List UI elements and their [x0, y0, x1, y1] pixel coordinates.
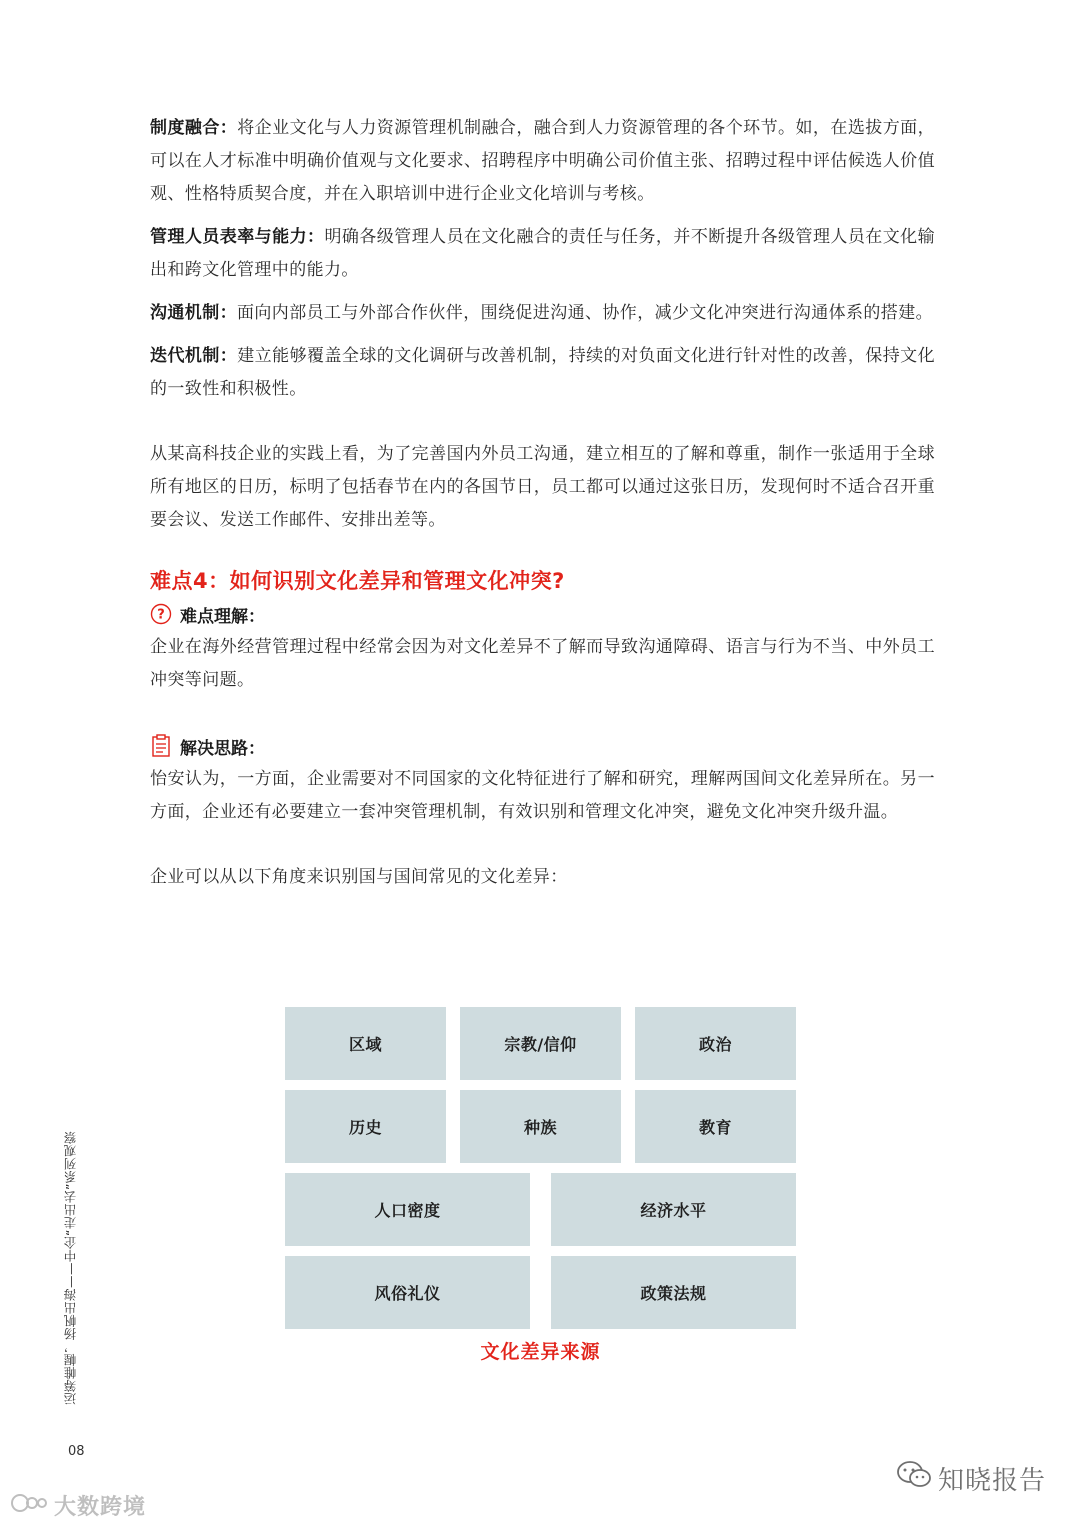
diagram-cell-religion: 宗教/信仰 [460, 1007, 621, 1080]
understanding-text: 企业在海外经营管理过程中经常会因为对文化差异不了解而导致沟通障碍、语言与行为不当、中外员工冲突等问题。 [150, 637, 935, 690]
diagram-cell-policy: 政策法规 [551, 1256, 796, 1329]
understanding-label: 难点理解： [180, 606, 265, 627]
para-label: 沟通机制： [150, 303, 237, 323]
section-title: 难点4：如何识别文化差异和管理文化冲突? [150, 569, 565, 593]
diagram-row [285, 1173, 796, 1246]
svg-text:?: ? [157, 607, 165, 623]
diagram-row [285, 1090, 796, 1163]
question-circle-icon [150, 603, 172, 625]
diagram-cell-history: 历史 [285, 1090, 446, 1163]
diagram-cell-population-density: 人口密度 [285, 1173, 530, 1246]
paragraph-manager-role [150, 221, 935, 287]
diagram-caption: 文化差异来源 [480, 1341, 601, 1363]
para-label: 制度融合： [150, 118, 238, 138]
paragraph-case-study: 从某高科技企业的实践上看，为了完善国内外员工沟通，建立相互的了解和尊重，制作一张适用于全球所有地区的日历，标明了包括春节在内的各国节日，员工都可以通过这张日历，发现何时不适合召开重要会议、发送工作邮件、安排出差等。 [150, 444, 935, 530]
diagram-cell-region: 区域 [285, 1007, 446, 1080]
wechat-icon [896, 1460, 932, 1497]
watermark-left-text: 大数跨境 [54, 1495, 147, 1520]
diagram-cell-education: 教育 [635, 1090, 796, 1163]
diagram-cell-ethnicity: 种族 [460, 1090, 621, 1163]
para-text: 面向内部员工与外部合作伙伴，围绕促进沟通、协作，减少文化冲突进行沟通体系的搭建。 [237, 303, 933, 323]
understanding-heading [150, 597, 935, 631]
para-text: 将企业文化与人力资源管理机制融合，融合到人力资源管理的各个环节。如，在选拔方面，可以在人才标准中明确价值观与文化要求、招聘程序中明确公司价值主张、招聘过程中评估候选人价值观、性格特质契合度，并在入职培训中进行企业文化培训与考核。 [150, 118, 936, 204]
para-label: 迭代机制： [150, 346, 238, 366]
culture-difference-diagram [285, 1007, 796, 1339]
solution-heading [150, 729, 935, 763]
main-content [150, 112, 935, 894]
paragraph-iteration [150, 340, 935, 406]
solution-label: 解决思路： [180, 738, 265, 759]
watermark-right-text: 知晓报告 [938, 1466, 1047, 1496]
clipboard-icon [150, 735, 172, 757]
para-text: 建立能够覆盖全球的文化调研与改善机制，持续的对负面文化进行针对性的改善，保持文化的一致性和积极性。 [150, 346, 936, 399]
watermark-logo-icon [10, 1492, 48, 1520]
diagram-row [285, 1256, 796, 1329]
paragraph-institution-integration [150, 112, 935, 211]
solution-text: 怡安认为，一方面，企业需要对不同国家的文化特征进行了解和研究，理解两国间文化差异所在。另一方面，企业还有必要建立一套冲突管理机制，有效识别和管理文化冲突，避免文化冲突升级升温。 [150, 769, 935, 822]
para-text: 明确各级管理人员在文化融合的责任与任务，并不断提升各级管理人员在文化输出和跨文化管理中的能力。 [150, 227, 936, 280]
diagram-cell-customs: 风俗礼仪 [285, 1256, 530, 1329]
diagram-row [285, 1007, 796, 1080]
diagram-cell-economic-level: 经济水平 [551, 1173, 796, 1246]
watermark-left [10, 1490, 146, 1521]
watermark-right [896, 1460, 1046, 1497]
page-number: 08 [68, 1444, 85, 1459]
diagram-cell-politics: 政治 [635, 1007, 796, 1080]
diagram-intro: 企业可以从以下角度来识别国与国间常见的文化差异： [150, 867, 568, 887]
para-label: 管理人员表率与能力： [150, 227, 325, 247]
sidebar-series-title: 运筹帷幄，扬帆出海——中企“走出去”系列观察 [63, 1131, 78, 1405]
paragraph-communication [150, 297, 935, 330]
